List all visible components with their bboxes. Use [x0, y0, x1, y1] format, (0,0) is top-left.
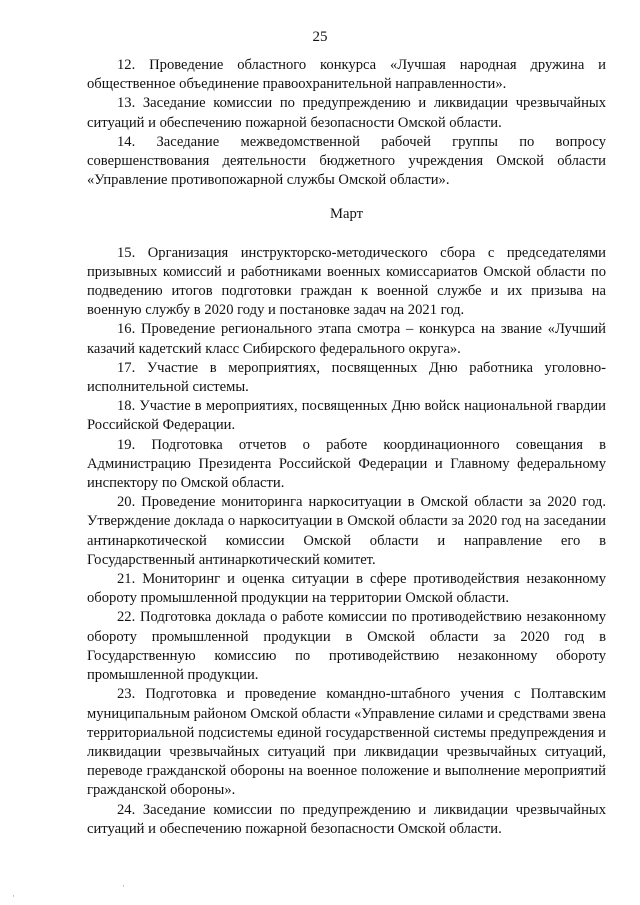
list-item: 15. Организация инструкторско-методического сбора с председателями призывных комиссий и работниками военных комиссариатов Омской области по подведению итогов подготовки граждан к военной службе и их призыва на военную службу в 2020 году и постановке задач на 2021 год.	[87, 244, 606, 319]
list-item: 12. Проведение областного конкурса «Лучшая народная дружина и общественное объединение правоохранительной направленности».	[87, 57, 606, 93]
list-item: 24. Заседание комиссии по предупреждению и ликвидации чрезвычайных ситуаций и обеспечению пожарной безопасности Омской области.	[87, 801, 606, 837]
section-title-march: Март	[330, 206, 363, 223]
document-body	[87, 56, 606, 839]
list-item: 13. Заседание комиссии по предупреждению и ликвидации чрезвычайных ситуаций и обеспечению пожарной безопасности Омской области.	[87, 95, 606, 131]
scan-speck: ·	[122, 881, 125, 891]
page-number: 25	[312, 29, 328, 45]
spacer	[87, 225, 606, 244]
list-item: 16. Проведение регионального этапа смотра – конкурса на звание «Лучший казачий кадетский класс Сибирского федерального округа».	[87, 321, 606, 357]
scan-speck: ·	[12, 891, 15, 901]
list-item: 14. Заседание межведомственной рабочей группы по вопросу совершенствования деятельности бюджетного учреждения Омской области «Управление противопожарной службы Омской области».	[87, 133, 606, 189]
list-item: 20. Проведение мониторинга наркоситуации в Омской области за 2020 год. Утверждение доклада о наркоситуации в Омской области за 2020 год на заседании антинаркотической комиссии Омской области и направление его в Государственный антинаркотический комитет.	[87, 494, 606, 568]
list-item: 22. Подготовка доклада о работе комиссии по противодействию незаконному обороту промышленной продукции в Омской области за 2020 год в Государственную комиссию по противодействию незаконному обороту промышленной продукции.	[87, 609, 606, 684]
list-item: 17. Участие в мероприятиях, посвященных Дню работника уголовно-исполнительной системы.	[87, 359, 606, 396]
spacer	[87, 190, 606, 205]
list-item: 18. Участие в мероприятиях, посвященных Дню войск национальной гвардии Российской Федерации.	[87, 398, 606, 434]
list-item: 23. Подготовка и проведение командно-штабного учения с Полтавским муниципальным районом Омской области «Управление силами и средствами звена территориальной подсистемы единой государственной системы предупреждения и ликвидации чрезвычайных ситуаций при ликвидации чрезвычайных ситуаций, переводе гражданской обороны на военное положение и выполнение мероприятий гражданской обороны».	[87, 686, 606, 799]
list-item: 21. Мониторинг и оценка ситуации в сфере противодействия незаконному обороту промышленной продукции на территории Омской области.	[87, 571, 606, 607]
list-item: 19. Подготовка отчетов о работе координационного совещания в Администрацию Президента Российской Федерации и Главному федеральному инспектору по Омской области.	[87, 436, 606, 492]
